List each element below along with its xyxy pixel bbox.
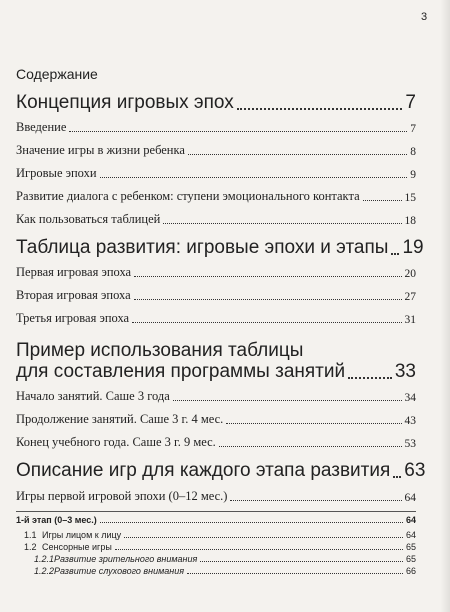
toc-small-num: 1.2.2: [34, 566, 55, 576]
toc-small-page: 65: [405, 554, 416, 564]
leader-dots: [100, 522, 403, 523]
leader-dots: [134, 299, 402, 300]
leader-dots: [188, 154, 407, 155]
toc-entry-page: 18: [404, 215, 416, 227]
section-title-line1: Пример использования таблицы: [16, 340, 304, 361]
toc-small-title: Развитие зрительного внимания: [54, 554, 198, 564]
leader-dots: [163, 223, 401, 224]
toc-entry: [16, 389, 416, 404]
toc-entry-page: 27: [404, 291, 416, 303]
toc-small-entry: [34, 554, 416, 564]
section-page: 63: [404, 460, 426, 481]
toc-entry-title: Введение: [16, 120, 67, 134]
toc-entry-title: Игровые эпохи: [16, 166, 97, 180]
leader-dots: [237, 108, 403, 110]
toc-entry-page: 20: [404, 268, 416, 280]
leader-dots: [393, 476, 401, 478]
toc-small-entry: [34, 566, 416, 576]
toc-entry: [16, 489, 416, 504]
toc-small-page: 64: [405, 515, 416, 525]
toc-small-entry: [24, 542, 416, 552]
toc-entry: [16, 435, 416, 450]
toc-entry: [16, 189, 416, 204]
toc-entry-page: 64: [404, 492, 416, 504]
toc-entry-page: 34: [404, 392, 416, 404]
toc-entry-page: 31: [404, 314, 416, 326]
section-heading: [16, 92, 416, 114]
toc-entry: [16, 143, 416, 158]
leader-dots: [115, 549, 403, 550]
leader-dots: [348, 377, 392, 379]
page-edge-shadow: [440, 0, 450, 612]
leader-dots: [132, 322, 401, 323]
toc-entry: [16, 212, 416, 227]
toc-small-entry: [16, 515, 416, 525]
leader-dots: [124, 537, 403, 538]
section-title: Концепция игровых эпох: [16, 92, 234, 113]
toc-entry-title: Конец учебного года. Саше 3 г. 9 мес.: [16, 435, 216, 449]
toc-small-title: Сенсорные игры: [42, 542, 112, 552]
toc-entry: [16, 120, 416, 135]
leader-dots: [219, 446, 402, 447]
leader-dots: [200, 561, 403, 562]
toc-small-entry: [24, 530, 416, 540]
leader-dots: [134, 276, 401, 277]
toc-small-page: 66: [405, 566, 416, 576]
toc-entry-title: Развитие диалога с ребенком: ступени эмоционального контакта: [16, 189, 360, 203]
toc-entry-title: Значение игры в жизни ребенка: [16, 143, 185, 157]
leader-dots: [187, 573, 403, 574]
page-number: 3: [421, 11, 428, 23]
section-heading: [16, 460, 426, 482]
toc-entry-page: 8: [410, 146, 416, 158]
toc-entry-page: 7: [410, 123, 416, 135]
section-heading: [16, 237, 424, 259]
toc-small-page: 65: [405, 542, 416, 552]
contents-title: Содержание: [16, 66, 98, 82]
toc-entry: [16, 265, 416, 280]
section-page: 7: [405, 92, 416, 113]
toc-small-page: 64: [405, 530, 416, 540]
toc-small-title: Игры лицом к лицу: [42, 530, 122, 540]
leader-dots: [230, 500, 401, 501]
section-page: 19: [402, 237, 424, 258]
leader-dots: [69, 131, 407, 132]
leader-dots: [391, 253, 399, 255]
toc-small-num: 1.2.1: [34, 554, 55, 564]
section-page: 33: [394, 361, 416, 382]
leader-dots: [226, 423, 401, 424]
toc-entry-page: 53: [404, 438, 416, 450]
toc-small-num: 1.2: [24, 542, 37, 552]
toc-small-title: Развитие слухового внимания: [54, 566, 185, 576]
toc-entry: [16, 288, 416, 303]
toc-entry: [16, 311, 416, 326]
leader-dots: [173, 400, 402, 401]
section-title: Таблица развития: игровые эпохи и этапы: [16, 237, 389, 258]
section-title: Описание игр для каждого этапа развития: [16, 460, 391, 481]
toc-entry-page: 43: [404, 415, 416, 427]
section-heading: [16, 361, 416, 383]
toc-entry-title: Начало занятий. Саше 3 года: [16, 389, 170, 403]
toc-small-num: 1.1: [24, 530, 37, 540]
leader-dots: [100, 177, 408, 178]
divider: [16, 511, 416, 512]
toc-small-title: 1-й этап (0–3 мес.): [16, 515, 97, 525]
toc-entry-title: Игры первой игровой эпохи (0–12 мес.): [16, 489, 228, 503]
toc-entry-title: Продолжение занятий. Саше 3 г. 4 мес.: [16, 412, 224, 426]
toc-entry-title: Первая игровая эпоха: [16, 265, 132, 279]
leader-dots: [363, 200, 402, 201]
toc-entry: [16, 166, 416, 181]
toc-entry-title: Вторая игровая эпоха: [16, 288, 131, 302]
toc-entry: [16, 412, 416, 427]
toc-entry-title: Третья игровая эпоха: [16, 311, 130, 325]
toc-entry-title: Как пользоваться таблицей: [16, 212, 161, 226]
section-title-line2: для составления программы занятий: [16, 361, 346, 382]
toc-entry-page: 9: [410, 169, 416, 181]
toc-entry-page: 15: [404, 192, 416, 204]
